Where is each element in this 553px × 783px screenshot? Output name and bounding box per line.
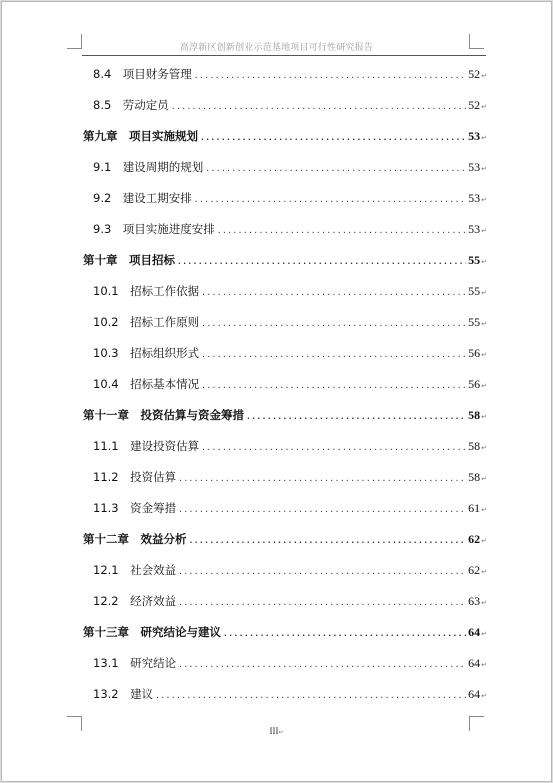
toc-entry-label: 第十一章 投资估算与资金筹措: [83, 408, 244, 422]
toc-page-number: 63: [468, 594, 481, 608]
toc-entry-label: 8.4 项目财务管理: [93, 67, 192, 81]
toc-section-entry[interactable]: [93, 314, 487, 332]
toc-section-entry[interactable]: [93, 562, 487, 580]
toc-page-number: 62: [468, 563, 481, 577]
toc-dot-leader: [201, 381, 466, 390]
paragraph-mark-icon: ↵: [278, 730, 284, 736]
toc-dot-leader: [200, 133, 466, 142]
toc-section-entry[interactable]: [93, 345, 487, 363]
paragraph-mark-icon: ↵: [481, 320, 487, 328]
paragraph-mark-icon: ↵: [481, 227, 487, 235]
toc-dot-leader: [178, 567, 466, 576]
paragraph-mark-icon: ↵: [481, 537, 487, 545]
toc-section-entry[interactable]: [93, 159, 487, 177]
paragraph-mark-icon: ↵: [481, 692, 487, 700]
toc-entry-label: 9.2 建设工期安排: [93, 191, 192, 205]
toc-page-number: 55: [468, 253, 481, 267]
paragraph-mark-icon: ↵: [481, 599, 487, 607]
toc-entry-label: 12.1 社会效益: [93, 563, 177, 577]
toc-page-number: 52: [468, 67, 481, 81]
toc-entry-label: 9.1 建设周期的规划: [93, 160, 204, 174]
toc-chapter-entry[interactable]: [83, 407, 487, 425]
paragraph-mark-icon: ↵: [481, 72, 487, 80]
footer-page-number: III: [269, 726, 279, 736]
toc-entry-label: 8.5 劳动定员: [93, 98, 169, 112]
toc-dot-leader: [171, 102, 466, 111]
toc-entry-label: 10.4 招标基本情况: [93, 377, 200, 391]
toc-dot-leader: [178, 660, 466, 669]
toc-page-number: 53: [468, 222, 481, 236]
paragraph-mark-icon: ↵: [481, 258, 487, 266]
toc-entry-label: 第十二章 效益分析: [83, 532, 187, 546]
toc-dot-leader: [155, 691, 466, 700]
paragraph-mark-icon: ↵: [481, 506, 487, 514]
toc-section-entry[interactable]: [93, 97, 487, 115]
toc-page-number: 58: [468, 470, 481, 484]
paragraph-mark-icon: ↵: [481, 568, 487, 576]
paragraph-mark-icon: ↵: [481, 413, 487, 421]
toc-section-entry[interactable]: [93, 438, 487, 456]
toc-entry-label: 12.2 经济效益: [93, 594, 177, 608]
header-rule: [82, 55, 486, 56]
toc-section-entry[interactable]: [93, 376, 487, 394]
paragraph-mark-icon: ↵: [481, 444, 487, 452]
toc-entry-label: 9.3 项目实施进度安排: [93, 222, 215, 236]
toc-page-number: 58: [468, 439, 481, 453]
toc-dot-leader: [194, 71, 466, 80]
toc-entry-label: 10.1 招标工作依据: [93, 284, 200, 298]
toc-chapter-entry[interactable]: [83, 531, 487, 549]
paragraph-mark-icon: ↵: [481, 196, 487, 204]
toc-entry-label: 10.3 招标组织形式: [93, 346, 200, 360]
toc-dot-leader: [189, 536, 467, 545]
toc-section-entry[interactable]: [93, 500, 487, 518]
toc-dot-leader: [246, 412, 466, 421]
toc-entry-label: 10.2 招标工作原则: [93, 315, 200, 329]
toc-chapter-entry[interactable]: [83, 624, 487, 642]
paragraph-mark-icon: ↵: [481, 661, 487, 669]
toc-page-number: 62: [468, 532, 481, 546]
toc-section-entry[interactable]: [93, 283, 487, 301]
paragraph-mark-icon: ↵: [481, 103, 487, 111]
toc-section-entry[interactable]: [93, 686, 487, 704]
toc-entry-label: 第十章 项目招标: [83, 253, 175, 267]
toc-chapter-entry[interactable]: [83, 128, 487, 146]
toc-dot-leader: [217, 226, 466, 235]
toc-page-number: 55: [468, 284, 481, 298]
paragraph-mark-icon: ↵: [481, 134, 487, 142]
paragraph-mark-icon: ↵: [481, 289, 487, 297]
toc-dot-leader: [177, 257, 466, 266]
toc-page-number: 53: [468, 160, 481, 174]
toc-page-number: 58: [468, 408, 481, 422]
toc-dot-leader: [201, 350, 466, 359]
toc-section-entry[interactable]: [93, 190, 487, 208]
paragraph-mark-icon: ↵: [481, 165, 487, 173]
toc-section-entry[interactable]: [93, 221, 487, 239]
toc-entry-label: 11.1 建设投资估算: [93, 439, 200, 453]
toc-entry-label: 11.2 投资估算: [93, 470, 177, 484]
toc-page-number: 55: [468, 315, 481, 329]
toc-entry-label: 第九章 项目实施规划: [83, 129, 198, 143]
toc-page-number: 53: [468, 129, 481, 143]
toc-dot-leader: [178, 474, 466, 483]
toc-section-entry[interactable]: [93, 66, 487, 84]
paragraph-mark-icon: ↵: [481, 382, 487, 390]
toc-dot-leader: [201, 319, 466, 328]
toc-page-number: 52: [468, 98, 481, 112]
paragraph-mark-icon: ↵: [481, 630, 487, 638]
toc-page-number: 61: [468, 501, 481, 515]
toc-section-entry[interactable]: [93, 655, 487, 673]
toc-entry-label: 13.2 建议: [93, 687, 154, 701]
page-header-title: 高淳新区创新创业示范基地项目可行性研究报告: [179, 43, 374, 53]
toc-dot-leader: [178, 598, 466, 607]
toc-dot-leader: [178, 505, 466, 514]
paragraph-mark-icon: ↵: [481, 351, 487, 359]
toc-page-number: 64: [468, 656, 481, 670]
toc-page-number: 56: [468, 377, 481, 391]
toc-page-number: 64: [468, 687, 481, 701]
toc-dot-leader: [205, 164, 466, 173]
toc-page-number: 56: [468, 346, 481, 360]
toc-chapter-entry[interactable]: [83, 252, 487, 270]
toc-entry-label: 13.1 研究结论: [93, 656, 177, 670]
page-footer: [0, 726, 553, 736]
toc-page-number: 64: [468, 625, 481, 639]
toc-page-number: 53: [468, 191, 481, 205]
toc-section-entry[interactable]: [93, 593, 487, 611]
toc-dot-leader: [201, 288, 466, 297]
toc-dot-leader: [194, 195, 466, 204]
toc-section-entry[interactable]: [93, 469, 487, 487]
toc-dot-leader: [223, 629, 466, 638]
toc-entry-label: 11.3 资金筹措: [93, 501, 177, 515]
paragraph-mark-icon: ↵: [481, 475, 487, 483]
toc-entry-label: 第十三章 研究结论与建议: [83, 625, 221, 639]
toc-dot-leader: [201, 443, 466, 452]
